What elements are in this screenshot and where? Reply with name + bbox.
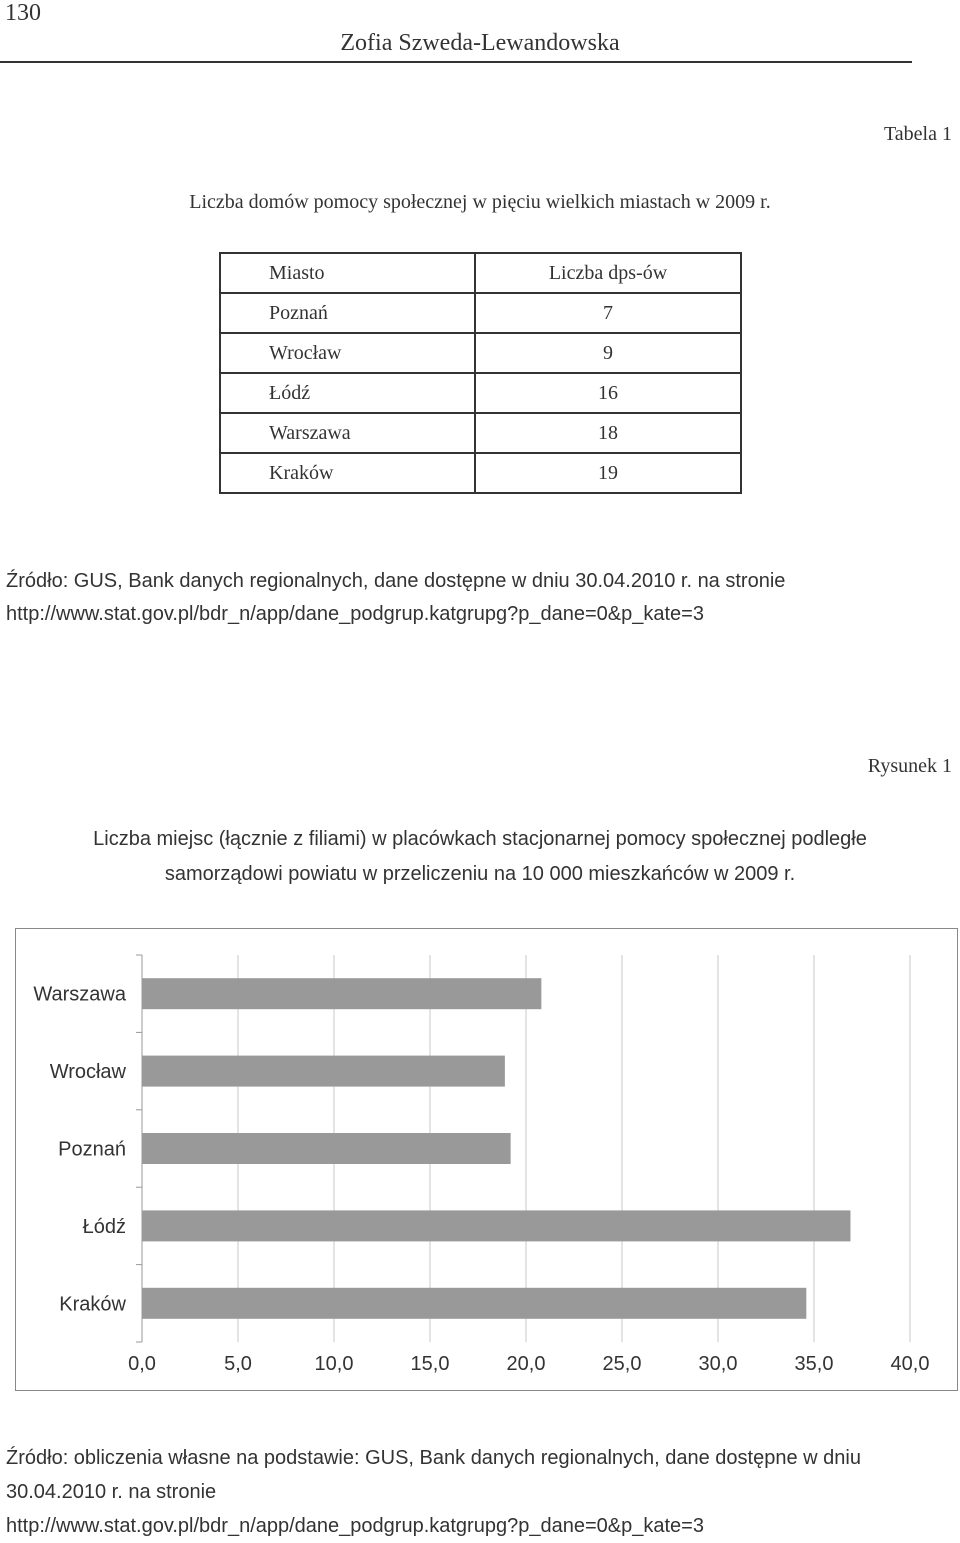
figure-label: Rysunek 1 (867, 755, 952, 777)
figure-source-line-1: Źródło: obliczenia własne na podstawie: GUS, Bank danych regionalnych, dane dostępne w dniu (6, 1447, 861, 1469)
table-cell-count: 19 (475, 453, 741, 493)
header-rule (0, 61, 912, 63)
bar (142, 1056, 505, 1087)
table-cell-city: Poznań (220, 293, 475, 333)
table-source-line-1: Źródło: GUS, Bank danych regionalnych, dane dostępne w dniu 30.04.2010 r. na stronie (6, 570, 786, 592)
table-cell-count: 9 (475, 333, 741, 373)
column-header-count: Liczba dps-ów (475, 253, 741, 293)
table-label: Tabela 1 (883, 123, 952, 145)
category-label: Kraków (59, 1293, 126, 1316)
table-source-url: http://www.stat.gov.pl/bdr_n/app/dane_podgrup.katgrupg?p_dane=0&p_kate=3 (6, 603, 704, 625)
x-tick-label: 15,0 (410, 1353, 450, 1375)
x-tick-label: 5,0 (224, 1353, 252, 1375)
bar (142, 1210, 850, 1241)
table-row (220, 333, 741, 373)
table-row (220, 293, 741, 333)
table-row (220, 453, 741, 493)
table-source-note (6, 565, 785, 631)
figure-source-note (6, 1441, 861, 1543)
table-cell-count: 7 (475, 293, 741, 333)
x-tick-label: 10,0 (314, 1353, 354, 1375)
page-number: 130 (5, 0, 41, 26)
table-row (220, 373, 741, 413)
column-header-city: Miasto (220, 253, 475, 293)
chart-frame (15, 928, 958, 1391)
table-cell-city: Łódź (220, 373, 475, 413)
bar-chart (16, 929, 957, 1390)
bar (142, 1288, 806, 1319)
x-tick-label: 35,0 (794, 1353, 834, 1375)
figure-source-line-2: 30.04.2010 r. na stronie (6, 1481, 217, 1503)
table-row (220, 413, 741, 453)
figure-title-line-2: samorządowi powiatu w przeliczeniu na 10 000 mieszkańców w 2009 r. (164, 863, 796, 885)
table-title: Liczba domów pomocy społecznej w pięciu wielkich miastach w 2009 r. (189, 191, 771, 213)
x-tick-label: 30,0 (698, 1353, 738, 1375)
table-cell-count: 18 (475, 413, 741, 453)
table-cell-city: Kraków (220, 453, 475, 493)
x-tick-label: 0,0 (128, 1353, 156, 1375)
category-label: Wrocław (49, 1061, 126, 1084)
figure-title (0, 822, 960, 892)
table-header-row (220, 253, 741, 293)
category-label: Warszawa (33, 983, 126, 1006)
x-tick-label: 40,0 (890, 1353, 930, 1375)
category-label: Poznań (58, 1138, 126, 1161)
table-cell-city: Warszawa (220, 413, 475, 453)
running-header-author: Zofia Szweda-Lewandowska (340, 30, 620, 56)
x-tick-label: 20,0 (506, 1353, 546, 1375)
table-cell-count: 16 (475, 373, 741, 413)
figure-title-line-1: Liczba miejsc (łącznie z filiami) w placówkach stacjonarnej pomocy społecznej podległe (93, 828, 867, 850)
figure-source-url: http://www.stat.gov.pl/bdr_n/app/dane_podgrup.katgrupg?p_dane=0&p_kate=3 (6, 1515, 704, 1537)
bar (142, 978, 541, 1009)
table-cell-city: Wrocław (220, 333, 475, 373)
bar (142, 1133, 511, 1164)
x-tick-label: 25,0 (602, 1353, 642, 1375)
category-label: Łódź (82, 1215, 126, 1238)
data-table (219, 252, 742, 494)
